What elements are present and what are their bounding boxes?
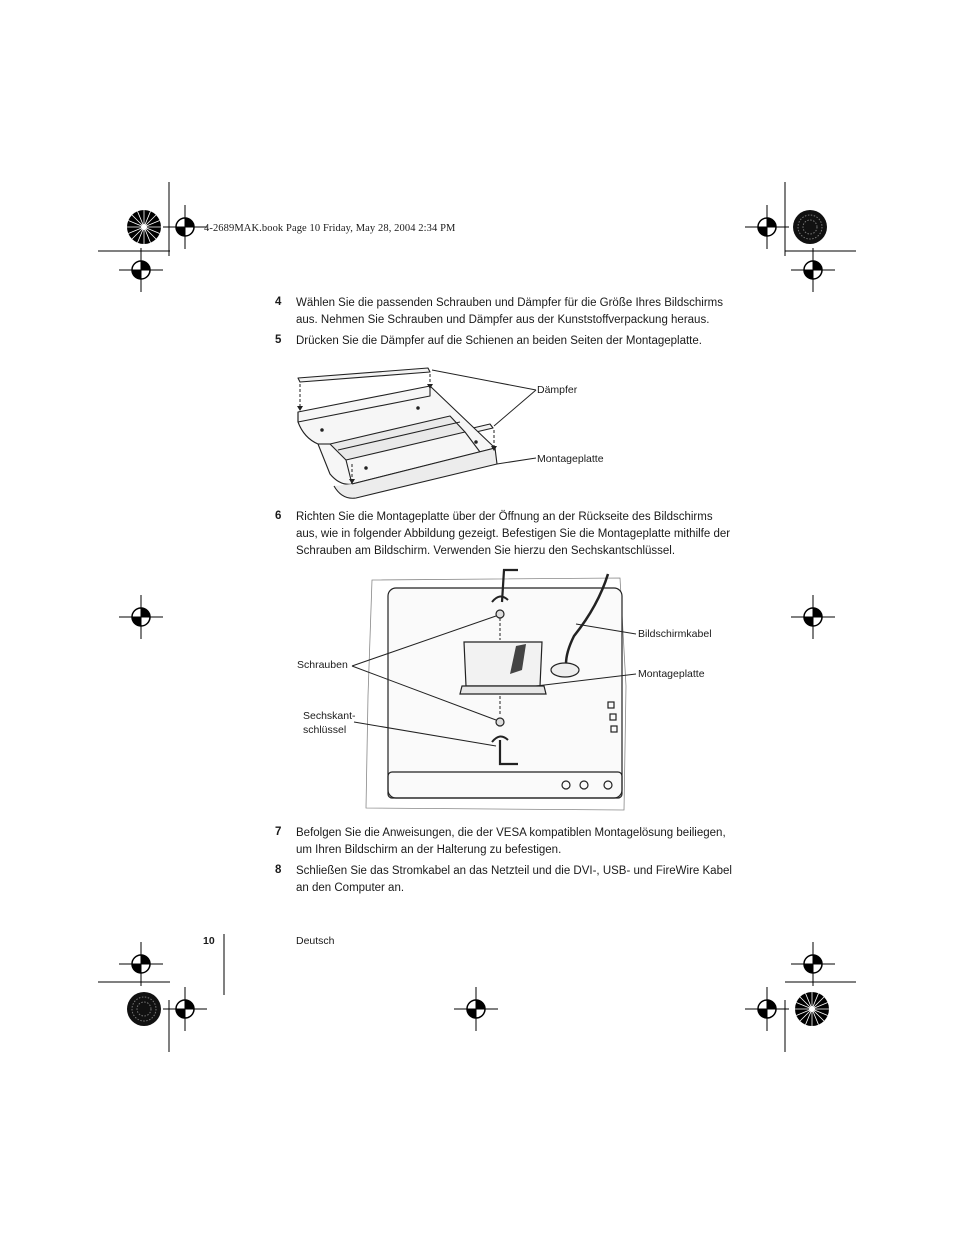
step-number: 8	[275, 864, 282, 876]
page-number: 10	[203, 935, 215, 947]
label-screws: Schrauben	[297, 659, 348, 671]
step-number: 6	[275, 510, 282, 522]
label-mounting-plate: Montageplatte	[638, 668, 705, 680]
label-dampers: Dämpfer	[537, 384, 578, 396]
starburst-mark	[127, 210, 161, 244]
step-text: Befolgen Sie die Anweisungen, die der VESA kompatiblen Montagelösung beiliegen, um Ihren Bildschirm an der Halterung zu befestigen.	[296, 827, 726, 856]
step-number: 5	[275, 334, 282, 346]
step-number: 7	[275, 826, 282, 838]
step-text: Wählen Sie die passenden Schrauben und Dämpfer für die Größe Ihres Bildschirms aus. Nehmen Sie Schrauben und Dämpfer aus der Kunststoffverpackung heraus.	[296, 297, 723, 326]
step-number: 4	[275, 296, 282, 308]
label-display-cable: Bildschirmkabel	[638, 628, 712, 640]
step-text: Drücken Sie die Dämpfer auf die Schienen an beiden Seiten der Montageplatte.	[296, 335, 702, 347]
step-text: Richten Sie die Montageplatte über der Öffnung an der Rückseite des Bildschirms aus, wie in folgender Abbildung gezeigt. Befestigen Sie die Montageplatte mithilfe der Schrauben am Bildschirm. Verwenden Sie hierzu den Sechskantschlüssel.	[296, 511, 731, 557]
footer-language: Deutsch	[296, 935, 335, 947]
label-mounting-plate: Montageplatte	[537, 453, 604, 465]
running-head: 4-2689MAK.book Page 10 Friday, May 28, 2004 2:34 PM	[204, 223, 456, 234]
step-text: Schließen Sie das Stromkabel an das Netzteil und die DVI-, USB- und FireWire Kabel an den Computer an.	[296, 865, 732, 894]
display-back-illustration	[290, 566, 650, 814]
label-hex-key-1: Sechskant-	[303, 710, 356, 722]
label-hex-key-2: schlüssel	[303, 724, 347, 736]
